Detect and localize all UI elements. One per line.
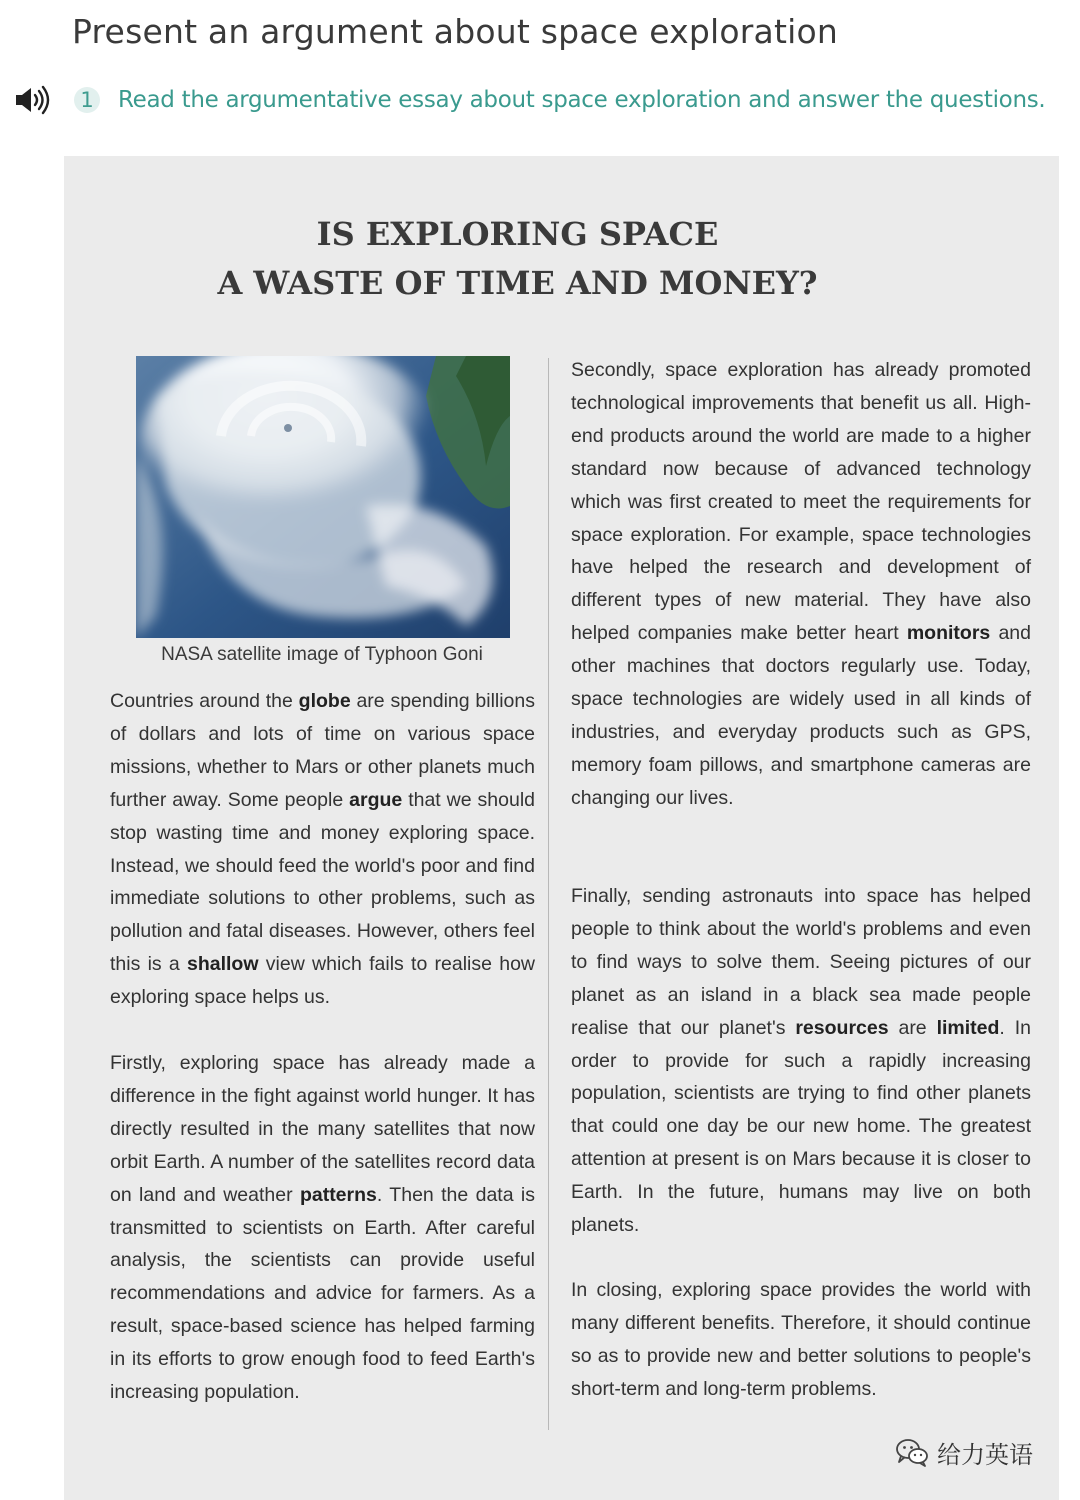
speaker-icon[interactable]: [14, 85, 52, 115]
page-heading: Present an argument about space exploration: [72, 12, 838, 51]
paragraph-secondly: Secondly, space exploration has already promoted technological improvements that benefit us all. High-end products around the world are made to a higher standard now because of advanced technology which was first created to meet the requirements for space exploration. For example, space technologies have helped the research and development of different types of new material. They have also helped companies make better heart monitors and other machines that doctors regularly use. Today, space technologies are widely used in all kinds of industries, and everyday products such as GPS, memory foam pillows, and smartphone cameras are changing our lives.: [571, 359, 1031, 809]
keyword: argue: [349, 788, 403, 811]
exercise-instruction: [14, 82, 1045, 118]
essay-title: [0, 210, 1035, 308]
column-divider: [548, 358, 549, 1430]
watermark-text: 给力英语: [937, 1440, 1033, 1469]
keyword: resources: [795, 1016, 889, 1039]
paragraph-closing: In closing, exploring space provides the world with many different benefits. Therefore, it should continue so as to provide new and better solutions to people's short-term and long-term problems.: [571, 1279, 1031, 1400]
paragraph-intro: Countries around the globe are spending billions of dollars and lots of time on various space missions, whether to Mars or other planets much further away. Some people argue that we should stop wasting time and money exploring space. Instead, we should feed the world's poor and find immediate solutions to other problems, such as pollution and fatal diseases. However, others feel this is a shallow view which fails to realise how exploring space helps us.: [110, 690, 535, 1009]
instruction-text: Read the argumentative essay about space exploration and answer the questions.: [118, 87, 1046, 113]
keyword: monitors: [906, 622, 991, 645]
watermark: [895, 1432, 1033, 1472]
wechat-icon: [895, 1437, 929, 1467]
typhoon-satellite-image: [136, 356, 510, 638]
paragraph-firstly: Firstly, exploring space has already made a difference in the fight against world hunger. It has directly resulted in the many satellites that now orbit Earth. A number of the satellites record data on land and weather patterns. Then the data is transmitted to scientists on Earth. After careful analysis, the scientists can provide useful recommendations and advice for farmers. As a result, space-based science has helped farming in its efforts to grow enough food to feed Earth's increasing population.: [110, 1052, 535, 1404]
keyword: globe: [298, 690, 351, 712]
title-line-1: IS EXPLORING SPACE: [316, 215, 719, 253]
keyword: shallow: [187, 953, 259, 976]
keyword: patterns: [299, 1183, 377, 1206]
image-caption: NASA satellite image of Typhoon Goni: [161, 644, 483, 665]
keyword: limited: [936, 1016, 1000, 1039]
title-line-2: A WASTE OF TIME AND MONEY?: [217, 264, 818, 302]
exercise-number: 1: [74, 87, 100, 113]
paragraph-finally: Finally, sending astronauts into space has helped people to think about the world's problems and even to find ways to solve them. Seeing pictures of our planet as an island in a black sea made people realise that our planet's resources are limited. In order to provide for such a rapidly increasing population, scientists are trying to find other planets that could one day be our new home. The greatest attention at present is on Mars because it is closer to Earth. In the future, humans may live on both planets.: [571, 885, 1031, 1237]
